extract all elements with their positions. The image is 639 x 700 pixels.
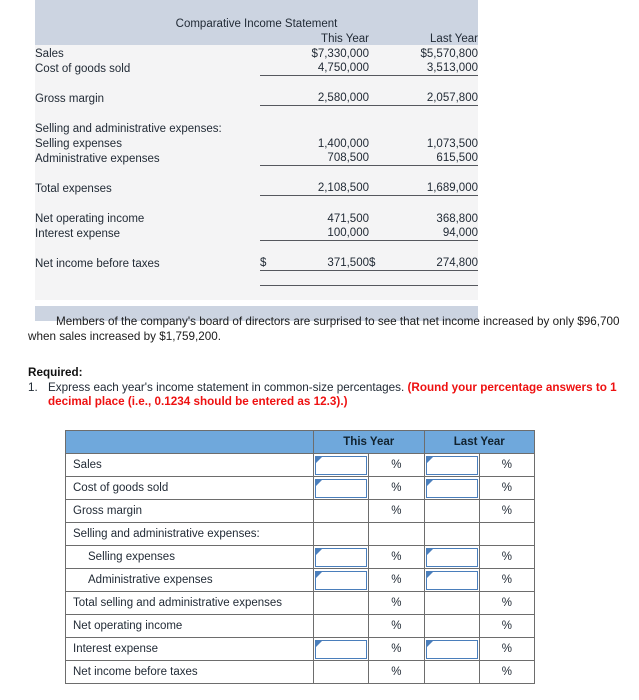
answer-cell-this-year[interactable] [314,569,369,592]
income-row-currency-last [369,90,381,105]
income-row-currency-last [369,180,381,195]
income-row [35,60,478,75]
income-row [35,90,478,105]
income-row-currency-this [260,225,272,240]
income-row-this-year: 2,108,500 [272,180,369,195]
answer-input-last-year[interactable] [426,640,478,659]
answer-cell-last-year[interactable] [424,569,479,592]
percent-symbol-this-year: % [369,615,424,638]
income-row-currency-last [369,120,381,135]
answer-cell-last-year[interactable] [424,546,479,569]
required-item-body [28,381,628,409]
answer-input-this-year[interactable] [315,548,367,567]
percent-symbol-last-year: % [479,454,534,477]
income-row-currency-last [369,60,381,75]
percent-symbol-this-year: % [369,454,424,477]
answer-cell-last-year[interactable] [424,454,479,477]
income-row-label: Sales [35,45,260,60]
answer-input-this-year[interactable] [315,640,367,659]
answer-header-this-year: This Year [314,431,425,454]
input-flag-icon [316,641,322,647]
income-row-label: Interest expense [35,225,260,240]
income-row-last-year: $5,570,800 [381,45,478,60]
income-row-label: Net income before taxes [35,255,260,270]
input-flag-icon [316,549,322,555]
input-flag-icon [316,480,322,486]
input-flag-icon [316,457,322,463]
answer-table-row [66,592,535,615]
percent-symbol-this-year: % [369,661,424,684]
percent-symbol-last-year: % [479,546,534,569]
income-row [35,255,478,270]
income-row-currency-this: $ [260,255,272,270]
income-row-currency-this [260,45,272,60]
input-flag-icon [427,480,433,486]
answer-input-last-year[interactable] [426,456,478,475]
answer-table-row [66,546,535,569]
required-item-number: 1. [28,381,38,394]
answer-cell-this-year [314,500,369,523]
income-row-currency-this [260,210,272,225]
income-column-header-row [35,30,478,45]
answer-cell-this-year [314,615,369,638]
income-row-this-year: 1,400,000 [272,135,369,150]
answer-cell-last-year [424,523,479,546]
answer-cell-this-year[interactable] [314,638,369,661]
answer-input-last-year[interactable] [426,571,478,590]
income-row-last-year: 615,500 [381,150,478,165]
answer-input-this-year[interactable] [315,571,367,590]
income-row-label: Cost of goods sold [35,60,260,75]
answer-row-label: Net income before taxes [66,661,314,684]
income-row [35,120,478,135]
answer-table-row [66,569,535,592]
income-row-last-year: 2,057,800 [381,90,478,105]
answer-header-blank [66,431,314,454]
income-col-this-year: This Year [272,30,369,45]
answer-row-label: Net operating income [66,615,314,638]
answer-cell-last-year [424,500,479,523]
income-row-currency-last [369,135,381,150]
income-row-label: Selling and administrative expenses: [35,120,260,135]
income-row [35,225,478,240]
answer-row-label: Total selling and administrative expenses [66,592,314,615]
answer-cell-this-year[interactable] [314,477,369,500]
answer-cell-this-year [314,661,369,684]
income-row-currency-this [260,120,272,135]
answer-cell-last-year[interactable] [424,638,479,661]
answer-table-body [66,454,535,684]
income-row [35,45,478,60]
income-row-currency-this [260,60,272,75]
income-row-this-year [272,120,369,135]
income-spacer-row [35,240,478,255]
income-top-band [35,0,478,15]
income-row-currency-last [369,210,381,225]
answer-header-last-year: Last Year [424,431,535,454]
income-statement-table [35,0,478,321]
answer-row-label: Administrative expenses [66,569,314,592]
answer-input-this-year[interactable] [315,456,367,475]
income-row-this-year: 371,500 [272,255,369,270]
input-flag-icon [427,457,433,463]
income-row-currency-this [260,90,272,105]
answer-row-label: Interest expense [66,638,314,661]
income-row-last-year [381,120,478,135]
income-row-currency-last: $ [369,255,381,270]
input-flag-icon [427,641,433,647]
answer-input-last-year[interactable] [426,548,478,567]
income-row-label: Gross margin [35,90,260,105]
percent-symbol-this-year: % [369,546,424,569]
income-col-last-year: Last Year [381,30,478,45]
income-row-label: Total expenses [35,180,260,195]
income-bottom-rule-row [35,285,478,300]
income-row [35,180,478,195]
answer-table-row [66,500,535,523]
answer-row-label: Gross margin [66,500,314,523]
answer-cell-this-year [314,592,369,615]
input-flag-icon [427,549,433,555]
income-spacer-row [35,75,478,90]
income-spacer-row [35,270,478,285]
answer-table-row [66,638,535,661]
percent-symbol-last-year: % [479,638,534,661]
percent-symbol-this-year: % [369,477,424,500]
required-item-rounding-note: (Round your percentage answers to 1 decimal place (i.e., 0.1234 should be entered as 12.3).) [48,381,617,408]
income-row-this-year: 708,500 [272,150,369,165]
income-row-this-year: 4,750,000 [272,60,369,75]
answer-table-row [66,615,535,638]
percent-symbol-last-year: % [479,661,534,684]
percent-symbol-last-year: % [479,477,534,500]
intro-paragraph: Members of the company's board of directors are surprised to see that net income increased by only $96,700 when sales increased by $1,759,200. [28,315,620,343]
answer-table-head [66,431,535,454]
common-size-answer-table [65,430,535,684]
required-heading: Required: [28,366,83,379]
answer-table-header-row [66,431,535,454]
answer-table-row [66,454,535,477]
income-row [35,135,478,150]
percent-symbol-last-year: % [479,615,534,638]
income-row-last-year: 1,073,500 [381,135,478,150]
income-spacer-row [35,165,478,180]
income-row-last-year: 368,800 [381,210,478,225]
answer-input-last-year[interactable] [426,479,478,498]
input-flag-icon [316,572,322,578]
income-spacer-row [35,105,478,120]
percent-symbol-this-year [369,523,424,546]
income-row [35,210,478,225]
income-row-label: Net operating income [35,210,260,225]
answer-cell-this-year [314,523,369,546]
answer-cell-last-year [424,592,479,615]
answer-table-row [66,523,535,546]
income-row-label: Administrative expenses [35,150,260,165]
answer-input-this-year[interactable] [315,479,367,498]
income-row-last-year: 94,000 [381,225,478,240]
required-item-text: Express each year's income statement in common-size percentages. [48,381,408,394]
income-row-currency-last [369,225,381,240]
income-row-last-year: 274,800 [381,255,478,270]
income-row-this-year: $7,330,000 [272,45,369,60]
answer-cell-last-year[interactable] [424,477,479,500]
income-row-this-year: 471,500 [272,210,369,225]
required-item-1 [28,381,628,409]
input-flag-icon [427,572,433,578]
income-row-currency-this [260,180,272,195]
percent-symbol-last-year [479,523,534,546]
answer-table-row [66,661,535,684]
answer-cell-last-year [424,615,479,638]
answer-row-label: Cost of goods sold [66,477,314,500]
income-row-currency-this [260,135,272,150]
income-row-last-year: 3,513,000 [381,60,478,75]
percent-symbol-this-year: % [369,569,424,592]
answer-row-label: Sales [66,454,314,477]
income-row-currency-last [369,150,381,165]
answer-row-label: Selling expenses [66,546,314,569]
percent-symbol-last-year: % [479,569,534,592]
income-title-row [35,15,478,30]
percent-symbol-last-year: % [479,592,534,615]
percent-symbol-this-year: % [369,592,424,615]
income-row-currency-last [369,45,381,60]
answer-cell-this-year[interactable] [314,454,369,477]
answer-table-row [66,477,535,500]
income-row-label: Selling expenses [35,135,260,150]
answer-row-label: Selling and administrative expenses: [66,523,314,546]
answer-cell-this-year[interactable] [314,546,369,569]
income-row-this-year: 100,000 [272,225,369,240]
percent-symbol-this-year: % [369,500,424,523]
income-spacer-row [35,195,478,210]
income-row [35,150,478,165]
percent-symbol-this-year: % [369,638,424,661]
income-row-currency-this [260,150,272,165]
income-row-this-year: 2,580,000 [272,90,369,105]
percent-symbol-last-year: % [479,500,534,523]
income-statement-title: Comparative Income Statement [35,15,478,30]
income-row-last-year: 1,689,000 [381,180,478,195]
answer-cell-last-year [424,661,479,684]
comparative-income-statement-panel [35,0,478,321]
